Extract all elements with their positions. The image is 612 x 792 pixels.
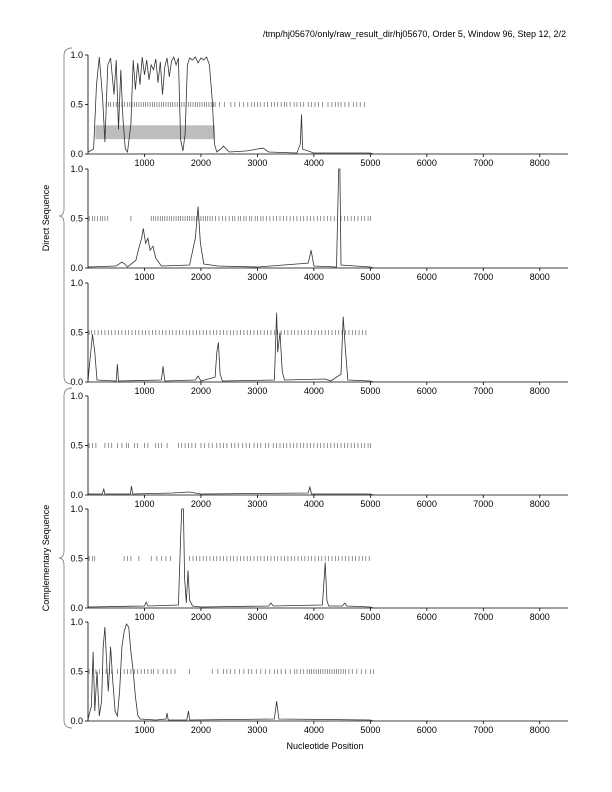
x-tick-label: 2000 <box>190 725 211 735</box>
x-tick-label: 6000 <box>416 499 437 509</box>
y-tick-label: 0.0 <box>70 149 83 159</box>
x-tick-label: 6000 <box>416 386 437 396</box>
x-tick-label: 7000 <box>473 725 494 735</box>
y-tick-label: 0.5 <box>70 553 83 564</box>
x-tick-label: 7000 <box>473 272 494 282</box>
x-tick-label: 5000 <box>360 725 381 735</box>
x-tick-label: 8000 <box>529 272 550 282</box>
x-tick-label: 4000 <box>303 272 324 282</box>
x-tick-label: 3000 <box>247 158 268 168</box>
x-tick-label: 8000 <box>529 725 550 735</box>
x-tick-label: 5000 <box>360 612 381 622</box>
x-tick-label: 7000 <box>473 499 494 509</box>
x-axis-label: Nucleotide Position <box>286 741 364 751</box>
y-tick-label: 0.5 <box>70 440 83 451</box>
x-tick-label: 2000 <box>190 272 211 282</box>
y-tick-label: 0.5 <box>70 99 83 110</box>
x-tick-label: 4000 <box>303 499 324 509</box>
x-tick-label: 8000 <box>529 612 550 622</box>
x-tick-label: 4000 <box>303 725 324 735</box>
coding-potential-line <box>88 313 373 382</box>
x-tick-label: 5000 <box>360 386 381 396</box>
x-tick-label: 2000 <box>190 499 211 509</box>
x-tick-label: 4000 <box>303 612 324 622</box>
y-tick-label: 1.0 <box>70 504 83 514</box>
x-tick-label: 2000 <box>190 386 211 396</box>
y-tick-label: 1.0 <box>70 278 83 288</box>
x-tick-label: 7000 <box>473 158 494 168</box>
y-tick-label: 0.0 <box>70 603 83 613</box>
panel-6 <box>70 617 568 735</box>
x-tick-label: 6000 <box>416 272 437 282</box>
x-tick-label: 3000 <box>247 386 268 396</box>
x-tick-label: 3000 <box>247 272 268 282</box>
x-tick-label: 2000 <box>190 158 211 168</box>
x-tick-label: 1000 <box>134 158 155 168</box>
x-tick-label: 1000 <box>134 725 155 735</box>
panel-3 <box>70 278 568 396</box>
x-tick-label: 8000 <box>529 499 550 509</box>
x-tick-label: 3000 <box>247 725 268 735</box>
panel-5 <box>70 504 568 622</box>
y-tick-label: 1.0 <box>70 617 83 627</box>
x-tick-label: 1000 <box>134 386 155 396</box>
x-tick-label: 6000 <box>416 158 437 168</box>
x-tick-label: 4000 <box>303 158 324 168</box>
coding-region-band <box>95 125 215 139</box>
x-tick-label: 2000 <box>190 612 211 622</box>
x-tick-label: 3000 <box>247 499 268 509</box>
coding-potential-line <box>88 486 373 495</box>
x-tick-label: 8000 <box>529 386 550 396</box>
x-tick-label: 5000 <box>360 272 381 282</box>
y-tick-label: 0.0 <box>70 377 83 387</box>
y-tick-label: 0.5 <box>70 666 83 677</box>
x-tick-label: 3000 <box>247 612 268 622</box>
y-tick-label: 1.0 <box>70 391 83 401</box>
panels <box>70 50 568 735</box>
y-tick-label: 1.0 <box>70 50 83 60</box>
panel-4 <box>70 391 568 509</box>
x-tick-label: 8000 <box>529 158 550 168</box>
x-tick-label: 5000 <box>360 158 381 168</box>
y-tick-label: 0.0 <box>70 716 83 726</box>
x-tick-label: 7000 <box>473 612 494 622</box>
y-tick-label: 0.5 <box>70 213 83 224</box>
x-tick-label: 6000 <box>416 612 437 622</box>
x-tick-label: 5000 <box>360 499 381 509</box>
y-tick-label: 0.0 <box>70 263 83 273</box>
x-tick-label: 1000 <box>134 272 155 282</box>
y-tick-label: 0.0 <box>70 490 83 500</box>
x-tick-label: 6000 <box>416 725 437 735</box>
x-tick-label: 4000 <box>303 386 324 396</box>
direct-sequence-label: Direct Sequence <box>41 184 51 252</box>
y-tick-label: 0.5 <box>70 327 83 338</box>
page-title: /tmp/hj05670/only/raw_result_dir/hj05670, Order 5, Window 96, Step 12, 2/2 <box>262 29 566 39</box>
x-tick-label: 1000 <box>134 612 155 622</box>
panel-2 <box>70 164 568 282</box>
complementary-sequence-label: Complementary Sequence <box>41 504 51 612</box>
x-tick-label: 1000 <box>134 499 155 509</box>
y-tick-label: 1.0 <box>70 164 83 174</box>
x-tick-label: 7000 <box>473 386 494 396</box>
panel-1 <box>70 50 568 168</box>
